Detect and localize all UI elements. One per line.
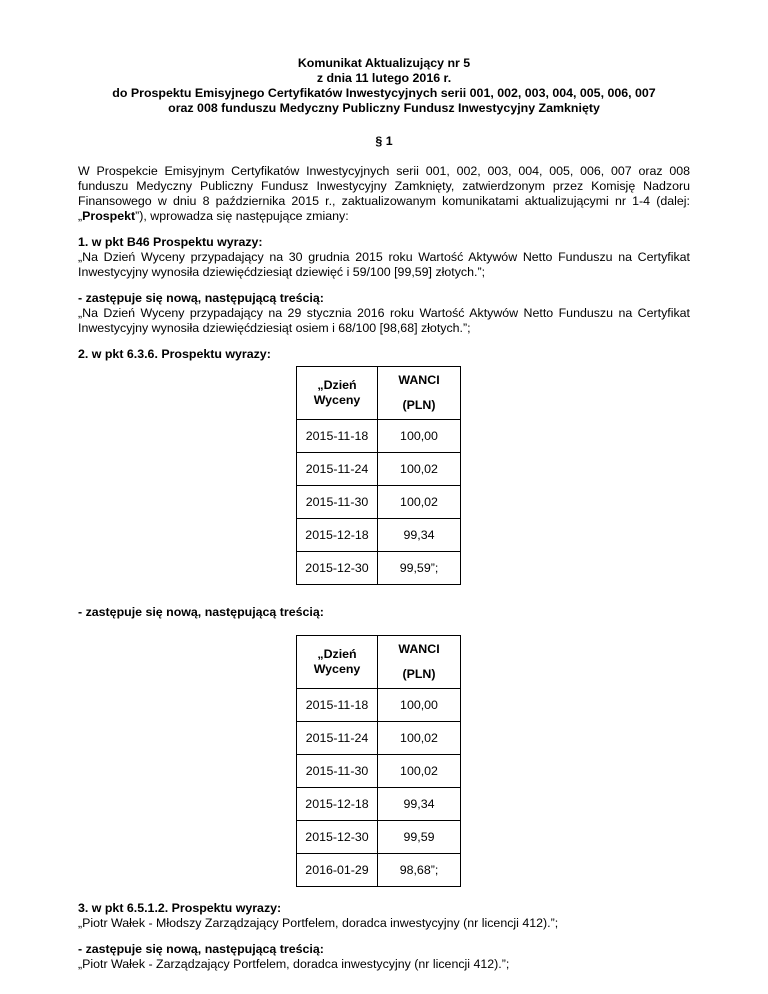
- header-date-line2: Wyceny: [313, 393, 361, 407]
- date-cell: 2015-12-18: [297, 519, 378, 552]
- date-cell: 2015-12-30: [297, 552, 378, 585]
- table-row: [297, 552, 461, 585]
- header-cell-wanci: [378, 367, 461, 420]
- table-row: [297, 689, 461, 722]
- header-date-line1: „Dzień: [317, 378, 357, 392]
- item1-heading: 1. w pkt B46 Prospektu wyrazy:: [78, 235, 263, 249]
- section-symbol: § 1: [375, 134, 393, 148]
- wanci-table-new: [296, 635, 461, 887]
- date-cell: 2015-12-18: [297, 788, 378, 821]
- intro-text-before: W Prospekcie Emisyjnym Certyfikatów Inwestycyjnych serii 001, 002, 003, 004, 005, 006, 007 oraz 008 funduszu Medyczny Publiczny Fundusz Inwestycyjny Zamknięty, zatwierdzonym przez Komisję Nadzoru Finansowego w dniu 8 października 2015 r., zaktualizowanym komunikatami aktualizującymi nr 1-4 (dalej: „: [78, 164, 690, 223]
- date-cell: 2015-11-18: [297, 420, 378, 453]
- header-wanci-line1: WANCI: [398, 642, 440, 656]
- item2-replace-heading: - zastępuje się nową, następującą treścią:: [78, 605, 324, 619]
- header-date-line1: „Dzień: [317, 647, 357, 661]
- value-cell: 99,59: [378, 821, 461, 854]
- date-cell: 2016-01-29: [297, 854, 378, 887]
- intro-paragraph: [78, 164, 690, 224]
- value-cell: 100,02: [378, 755, 461, 788]
- intro-bold-prospekt: Prospekt: [82, 209, 136, 223]
- document-title: [78, 56, 690, 116]
- item1-new-text: „Na Dzień Wyceny przypadający na 29 stycznia 2016 roku Wartość Aktywów Netto Funduszu na Certyfikat Inwestycyjny wynosiła dziewięćdziesiąt osiem i 68/100 [98,68] złotych.”;: [78, 306, 690, 335]
- header-wanci-line2: (PLN): [402, 667, 436, 681]
- item1-old-text: „Na Dzień Wyceny przypadający na 30 grudnia 2015 roku Wartość Aktywów Netto Funduszu na Certyfikat Inwestycyjny wynosiła dziewięćdziesiąt dziewięć i 59/100 [99,59] złotych.”;: [78, 250, 690, 279]
- table-row: [297, 755, 461, 788]
- header-wanci-line1: WANCI: [398, 373, 440, 387]
- value-cell: 100,02: [378, 453, 461, 486]
- date-cell: 2015-11-30: [297, 755, 378, 788]
- value-cell: 98,68”;: [378, 854, 461, 887]
- table-row: [297, 722, 461, 755]
- table-row: [297, 519, 461, 552]
- item3-new-text: „Piotr Wałek - Zarządzający Portfelem, doradca inwestycyjny (nr licencji 412).”;: [78, 957, 510, 971]
- table-row: [297, 788, 461, 821]
- value-cell: 99,34: [378, 788, 461, 821]
- table-row: [297, 453, 461, 486]
- date-cell: 2015-11-18: [297, 689, 378, 722]
- header-wanci-line2: (PLN): [402, 398, 436, 412]
- title-line-1: Komunikat Aktualizujący nr 5: [297, 56, 471, 70]
- date-cell: 2015-11-24: [297, 453, 378, 486]
- value-cell: 100,00: [378, 420, 461, 453]
- table-row: [297, 486, 461, 519]
- header-cell-date: [297, 636, 378, 689]
- title-line-3: do Prospektu Emisyjnego Certyfikatów Inwestycyjnych serii 001, 002, 003, 004, 005, 006, 007: [112, 86, 656, 100]
- item3-heading: 3. w pkt 6.5.1.2. Prospektu wyrazy:: [78, 901, 282, 915]
- header-date-line2: Wyceny: [313, 662, 361, 676]
- value-cell: 100,02: [378, 486, 461, 519]
- date-cell: 2015-11-24: [297, 722, 378, 755]
- table-row: [297, 854, 461, 887]
- title-line-4: oraz 008 funduszu Medyczny Publiczny Fundusz Inwestycyjny Zamknięty: [168, 101, 600, 115]
- value-cell: 99,59”;: [378, 552, 461, 585]
- table-row: [297, 821, 461, 854]
- item3-old-text: „Piotr Wałek - Młodszy Zarządzający Portfelem, doradca inwestycyjny (nr licencji 412).”;: [78, 916, 559, 930]
- item1-replace-heading: - zastępuje się nową, następującą treścią:: [78, 291, 324, 305]
- date-cell: 2015-11-30: [297, 486, 378, 519]
- value-cell: 100,00: [378, 689, 461, 722]
- value-cell: 100,02: [378, 722, 461, 755]
- value-cell: 99,34: [378, 519, 461, 552]
- header-cell-wanci: [378, 636, 461, 689]
- item2-heading: 2. w pkt 6.3.6. Prospektu wyrazy:: [78, 347, 271, 361]
- title-line-2: z dnia 11 lutego 2016 r.: [316, 71, 452, 85]
- header-cell-date: [297, 367, 378, 420]
- table-header-row: [297, 367, 461, 420]
- date-cell: 2015-12-30: [297, 821, 378, 854]
- intro-text-after: ”), wprowadza się następujące zmiany:: [135, 209, 349, 223]
- document-page: [78, 56, 690, 972]
- table-row: [297, 420, 461, 453]
- table-header-row: [297, 636, 461, 689]
- wanci-table-old: [296, 366, 461, 585]
- item3-replace-heading: - zastępuje się nową, następującą treścią:: [78, 942, 324, 956]
